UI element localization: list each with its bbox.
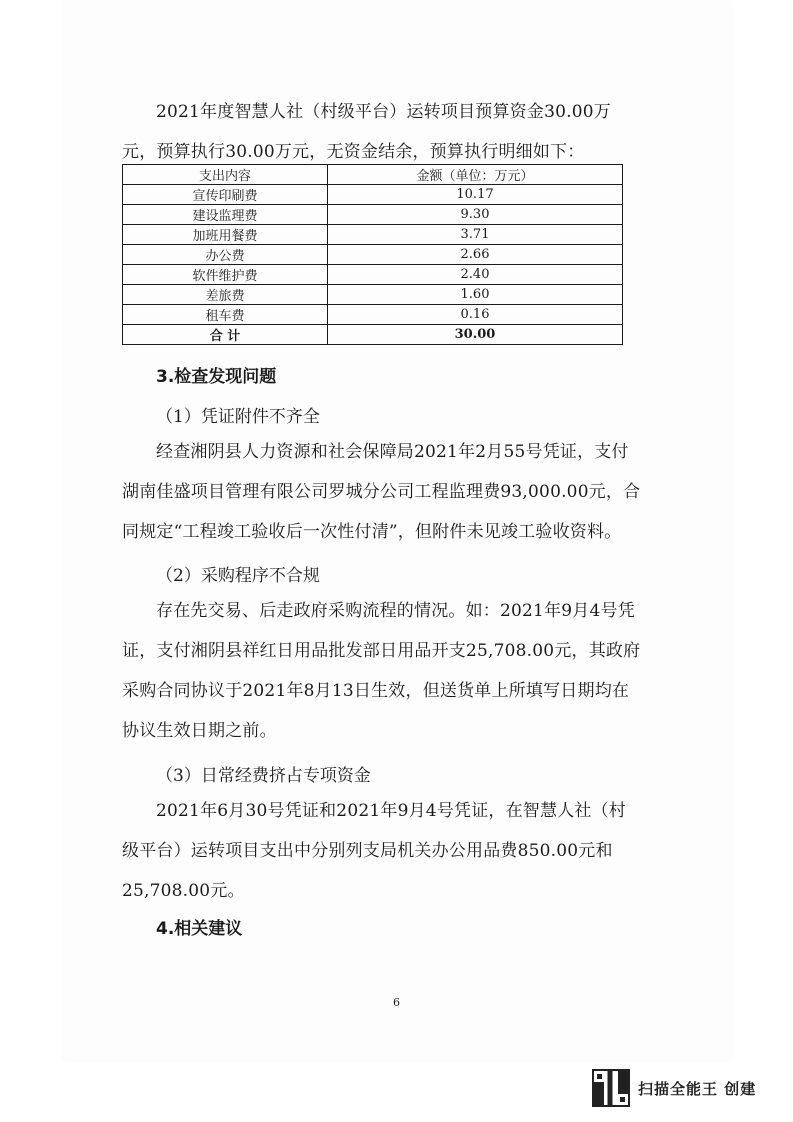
table-cell-amount: 2.66 [328, 245, 623, 265]
intro-paragraph: 2021年度智慧人社（村级平台）运转项目预算资金30.00万元，预算执行30.00万元，无资金结余，预算执行明细如下： [122, 102, 611, 162]
table-row [123, 205, 623, 225]
scanner-watermark [592, 1069, 756, 1107]
table-cell-item: 加班用餐费 [123, 225, 328, 245]
table-cell-amount: 2.40 [328, 265, 623, 285]
table-row [123, 305, 623, 325]
section-3-heading: 3.检查发现问题 [156, 367, 277, 387]
subsection-3-body: 2021年6月30号凭证和2021年9月4号凭证，在智慧人社（村级平台）运转项目支出中分别列支局机关办公用品费850.00元和25,708.00元。 [122, 801, 627, 901]
subsection-2-body: 存在先交易、后走政府采购流程的情况。如：2021年9月4号凭证，支付湘阴县祥红日用品批发部日用品开支25,708.00元，其政府采购合同协议于2021年8月13日生效，但送货单上所填写日期均在协议生效日期之前。 [122, 601, 641, 741]
table-cell-amount: 10.17 [328, 185, 623, 205]
qr-code-icon [592, 1069, 630, 1107]
subsection-1-heading: （1）凭证附件不齐全 [156, 407, 320, 427]
table-row [123, 265, 623, 285]
table-header-amount: 金额（单位：万元） [328, 165, 623, 185]
table-cell-item: 软件维护费 [123, 265, 328, 285]
subsection-2-heading: （2）采购程序不合规 [156, 566, 320, 586]
table-total-amount: 30.00 [328, 325, 623, 345]
table-cell-item: 办公费 [123, 245, 328, 265]
table-cell-item: 租车费 [123, 305, 328, 325]
table-cell-amount: 0.16 [328, 305, 623, 325]
table-cell-amount: 3.71 [328, 225, 623, 245]
watermark-text: 扫描全能王 创建 [638, 1079, 757, 1098]
table-header-item: 支出内容 [123, 165, 328, 185]
subsection-1-body: 经查湘阴县人力资源和社会保障局2021年2月55号凭证，支付湖南佳盛项目管理有限公司罗城分公司工程监理费93,000.00元，合同规定“工程竣工验收后一次性付清”，但附件未见竣工验收资料。 [122, 442, 641, 542]
table-cell-item: 宣传印刷费 [123, 185, 328, 205]
budget-table [122, 164, 623, 345]
table-row [123, 185, 623, 205]
table-total-row [123, 325, 623, 345]
table-cell-amount: 9.30 [328, 205, 623, 225]
table-total-label: 合 计 [123, 325, 328, 345]
table-row [123, 245, 623, 265]
page-number: 6 [393, 996, 400, 1009]
table-row [123, 225, 623, 245]
table-cell-item: 差旅费 [123, 285, 328, 305]
table-header-row [123, 165, 623, 185]
table-row [123, 285, 623, 305]
section-4-heading: 4.相关建议 [156, 919, 243, 939]
subsection-3-heading: （3）日常经费挤占专项资金 [156, 766, 371, 786]
table-cell-amount: 1.60 [328, 285, 623, 305]
table-cell-item: 建设监理费 [123, 205, 328, 225]
